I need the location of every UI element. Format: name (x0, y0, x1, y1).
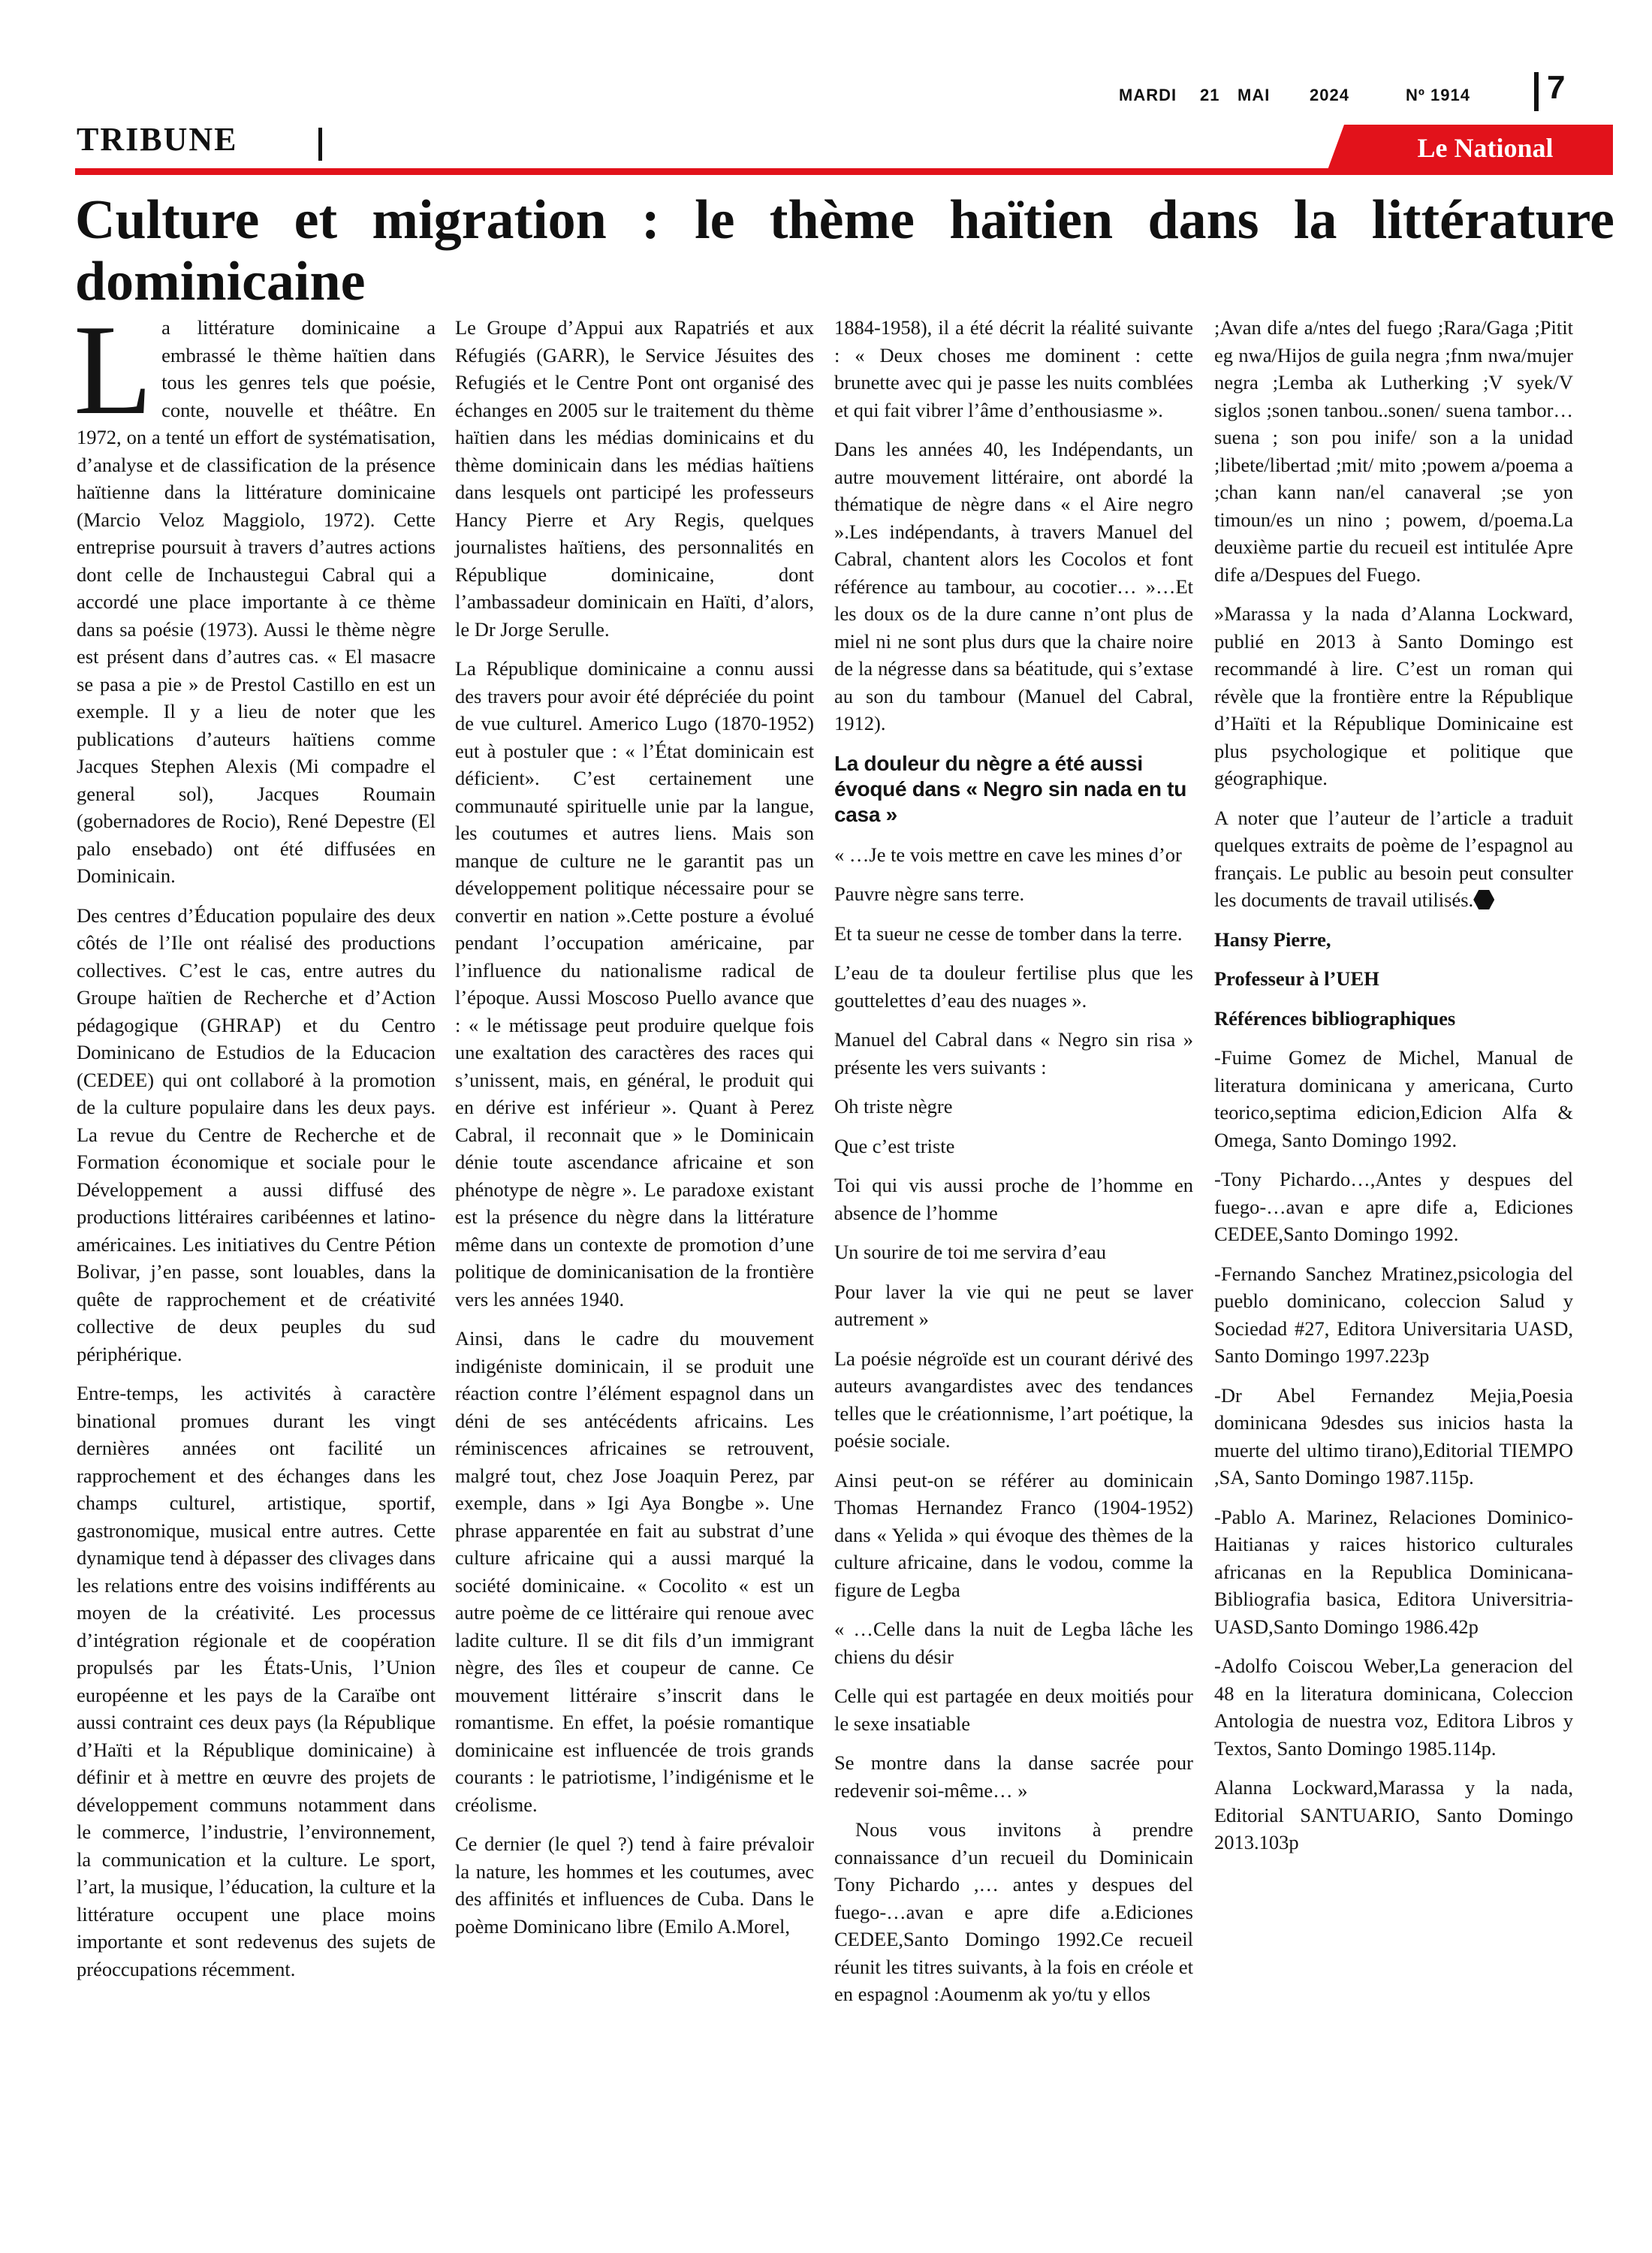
paragraph: La République dominicaine a connu aussi des travers pour avoir été dépréciée du point de vue culturel. Americo Lugo (1870-1952) eut à postuler que : « l’État dominicain est déficient». C’est certainement une communauté spirituelle unie par la langue, les coutumes et autres liens. Mais son manque de culture ne le garantit pas un développement politique nécessaire pour se convertir en nation ».Cette posture a évolué pendant l’occupation américaine, par l’influence du nationalisme radical de l’époque. Aussi Moscoso Puello avance que : « le métissage peut produire quelque fois une exaltation des caractères des races qui s’unissent, mais, en général, le produit qui en dérive est inférieur ». Quant à Perez Cabral, il reconnait que » le Dominicain dénie toute ascendance africaine et son phénotype de nègre ». Le paradoxe existant est la présence du nègre dans la littérature même dans un contexte de promotion d’une politique de dominicanisation de la frontière vers les années 1940. (455, 657, 814, 1310)
issue-day: MARDI (1119, 86, 1177, 104)
reference-item: -Pablo A. Marinez, Relaciones Dominico-Haitianas y raices historico culturales africanas en la Republica Dominicana-Bibliografia basica, Editora Universitria-UASD,Santo Domingo 1986.42p (1214, 1505, 1573, 1638)
issue-date-number: 21 (1200, 86, 1220, 104)
paragraph: Ce dernier (le quel ?) tend à faire prévaloir la nature, les hommes et les coutumes, avec des affinités et influences de Cuba. Dans le poème Dominicano libre (Emilo A.Morel, (455, 1832, 814, 1938)
poem-line: Pauvre nègre sans terre. (834, 882, 1025, 905)
reference-item: Alanna Lockward,Marassa y la nada, Editorial SANTUARIO, Santo Domingo 2013.103p (1214, 1776, 1573, 1853)
poem-line: Toi qui vis aussi proche de l’homme en absence de l’homme (834, 1174, 1193, 1224)
paragraph: Ainsi, dans le cadre du mouvement indigéniste dominicain, il se produit une réaction contre l’élément espagnol dans un déni de ses antécédents africains. Les réminiscences africaines se retrouvent, malgré tout, chez Jose Joaquin Perez, par exemple, dans » Igi Aya Bongbe ». Une phrase apparentée en fait au substrat d’une culture africaine qui a aussi marqué la société dominicaine. « Cocolito « est un autre poème de ce littéraire qui renoue avec ladite culture. Il se dit fils d’un immigrant nègre, des îles et coupeur de canne. Ce mouvement littéraire s’inscrit dans le romantisme. En effet, la poésie romantique dominicaine est influencée de trois grands courants : le patriotisme, l’indigénisme et le créolisme. (455, 1327, 814, 1816)
reference-item: -Tony Pichardo…,Antes y despues del fuego-…avan e apre dife a, Ediciones CEDEE,Santo Domingo 1992. (1214, 1168, 1573, 1245)
paragraph: La poésie négroïde est un courant dérivé des auteurs avangardistes avec des tendances telles que le créationnisme, l’art poétique, la poésie sociale. (834, 1347, 1193, 1452)
poem-line: « …Celle dans la nuit de Legba lâche les chiens du désir (834, 1618, 1193, 1668)
paragraph (74, 299, 436, 890)
header-rule (75, 168, 1613, 175)
paragraph: ;Avan dife a/ntes del fuego ;Rara/Gaga ;Pitit eg nwa/Hijos de guila negra ;fnm nwa/mujer negra ;Lemba ak Lutherking ;V syek/V siglos ;sonen tanbou..sonen/ suena tambor…suena ; son pou inife/ son a la unidad ;libete/libertad ;mit/ mito ;powem a/poema a ;chan kann nan/el canaveral ;se yon timoun/es un nino ; powem, d/poema.La deuxième partie du recueil est intitulée Apre dife a/Despues del Fuego. (1214, 316, 1573, 586)
poem-line: Un sourire de toi me servira d’eau (834, 1241, 1107, 1263)
reference-item: -Fuime Gomez de Michel, Manual de literatura dominicana y americana, Curto teorico,septima edicion,Edicion Alfa & Omega, Santo Domingo 1992. (1214, 1046, 1573, 1151)
section-label: TRIBUNE (77, 121, 238, 158)
paragraph: Des centres d’Éducation populaire des deux côtés de l’Ile ont réalisé des productions collectives. C’est le cas, entre autres du Groupe haïtien de Recherche et d’Action pédagogique (GHRAP) et du Centro Dominicano de Estudios de la Educacion (CEDEE) qui ont collaboré à la promotion de la culture populaire dans les deux pays. La revue du Centre de Recherche et de Formation économique et sociale pour le Développement a aussi diffusé des productions littéraires caribéennes et latino-américaines. Les initiatives du Centre Pétion Bolivar, j’en passe, sont louables, dans la quête de rapprochement et de créativité collective de deux peuples du sud périphérique. (77, 903, 436, 1365)
end-of-article-icon (1473, 890, 1494, 909)
paragraph-text: a littérature dominicaine a embrassé le thème haïtien dans tous les genres tels que poésie, conte, nouvelle et théâtre. En 1972, on a tenté un effort de systématisation, d’analyse et de classification de la présence haïtienne dans la littérature dominicaine (Marcio Veloz Maggiolo, 1972). Cette entreprise poursuit à travers d’autres actions dont celle de Inchaustegui Cabral qui a accordé une place importante à ce thème dans sa poésie (1973). Aussi le thème nègre est présent dans d’autres cas. « El masacre se pasa a pie » de Prestol Castillo en est un exemple. Il y a lieu de noter que les publications d’auteurs haïtiens comme Jacques Stephen Alexis (Mi compadre el general sol), Jacques Roumain (gobernadores de Rocio), René Depestre (El palo ensebado) ont été diffusées en Dominicain. (77, 316, 436, 887)
poem-line: Pour laver la vie qui ne peut se laver autrement » (834, 1280, 1193, 1330)
page-number-divider (1534, 72, 1539, 111)
article-column-2 (455, 314, 814, 1952)
poem-line: Celle qui est partagée en deux moitiés pour le sexe insatiable (834, 1684, 1193, 1735)
newspaper-name: Le National (1417, 133, 1554, 163)
paragraph: 1884-1958), il a été décrit la réalité suivante : « Deux choses me dominent : cette brunette avec qui je passe les nuits comblées et qui fait vibrer l’âme d’enthousiasme ». (834, 316, 1193, 421)
poem-line: Et ta sueur ne cesse de tomber dans la terre. (834, 921, 1183, 945)
paragraph-text: A noter que l’auteur de l’article a traduit quelques extraits de poème de l’espagnol au français. Le public au besoin peut consulter les documents de travail utilisés. (1214, 806, 1573, 911)
poem-line: Que c’est triste (834, 1134, 955, 1157)
paragraph: Entre-temps, les activités à caractère binational promues durant les vingt dernières années ont facilité un rapprochement et des échanges dans les champs culturel, artistique, sportif, gastronomique, musical entre autres. Cette dynamique tend à dépasser des clivages dans les relations entre des voisins indifférents au moyen de la créativité. Les processus d’intégration régionale et de coopération propulsés par les États-Unis, l’Union européenne et les pays de la Caraïbe ont aussi contraint ces deux pays (la République d’Haïti et la République dominicaine) à définir et à mettre en œuvre des projets de développement communs notamment dans le commerce, l’industrie, l’environnement, la communication et la culture. Le sport, l’art, la musique, l’éducation, la culture et la littérature occupent une place moins importante et sont redevenus des sujets de préoccupations récemment. (77, 1382, 436, 1980)
article-column-4 (1214, 314, 1573, 1868)
author-name: Hansy Pierre, (1214, 927, 1331, 951)
poem-line: L’eau de ta douleur fertilise plus que les gouttelettes d’eau des nuages ». (834, 961, 1193, 1012)
drop-cap: L (74, 299, 153, 442)
paragraph: Manuel del Cabral dans « Negro sin risa » présente les vers suivants : (834, 1028, 1193, 1078)
subheading: La douleur du nègre a été aussi évoqué dans « Negro sin nada en tu casa » (834, 751, 1187, 826)
paragraph: Ainsi peut-on se référer au dominicain Thomas Hernandez Franco (1904-1952) dans « Yelida » qui évoque des thèmes de la culture africaine, dans le vodou, comme la figure de Legba (834, 1468, 1193, 1601)
section-divider (318, 128, 322, 161)
issue-number: Nº 1914 (1406, 86, 1470, 104)
reference-item: -Fernando Sanchez Mratinez,psicologia del pueblo dominicano, coleccion Salud y Sociedad #27, Editora Universitaria UASD, Santo Domingo 1997.223p (1214, 1262, 1573, 1367)
issue-year: 2024 (1310, 86, 1349, 104)
poem-line: Oh triste nègre (834, 1095, 953, 1117)
issue-month: MAI (1237, 86, 1271, 104)
paragraph (1214, 804, 1573, 914)
paragraph: »Marassa y la nada d’Alanna Lockward, publié en 2013 à Santo Domingo est recommandé à lire. C’est un roman qui révèle que la frontière entre la République d’Haïti et la République Dominicaine est plus psychologique et politique que géographique. (1214, 602, 1573, 789)
poem-line: Se montre dans la danse sacrée pour redevenir soi-même… » (834, 1751, 1193, 1802)
paragraph: Le Groupe d’Appui aux Rapatriés et aux Réfugiés (GARR), le Service Jésuites des Refugiés et le Centre Pont ont organisé des échanges en 2005 sur le traitement du thème haïtien dans les médias dominicains et du thème dominicain dans les médias haïtiens dans lesquels ont participé les professeurs Hancy Pierre et Ary Regis, quelques journalistes haïtiens, des personnalités en République dominicaine, dont l’ambassadeur dominicain en Haïti, d’alors, le Dr Jorge Serulle. (455, 316, 814, 641)
article-column-1 (74, 299, 436, 1995)
paragraph: Nous vous invitons à prendre connaissance d’un recueil du Dominicain Tony Pichardo ,… antes y despues del fuego-…avan e apre dife a.Ediciones CEDEE,Santo Domingo 1992.Ce recueil réunit les titres suivants, à la fois en créole et en espagnol :Aoumenm ak yo/tu y ellos (834, 1818, 1193, 2005)
issue-header (1119, 78, 1509, 108)
reference-item: -Dr Abel Fernandez Mejia,Poesia dominicana 9desdes sus inicios hasta la muerte del ultimo tirano),Editorial TIEMPO ,SA, Santo Domingo 1987.115p. (1214, 1383, 1573, 1488)
references-heading: Références bibliographiques (1214, 1006, 1456, 1030)
poem-line: « …Je te vois mettre en cave les mines d’or (834, 843, 1182, 866)
paragraph: Dans les années 40, les Indépendants, un autre mouvement littéraire, ont abordé la thématique de nègre dans « el Aire negro ».Les indépendants, à travers Manuel del Cabral, chantent alors les Cocolos et font référence au tambour, au cocotier… »…Et les doux os de la dure canne n’ont plus de miel ni ne sont plus durs que la chaire noire de la négresse dans sa béatitude, qui s’extase au son du tambour (Manuel del Cabral, 1912). (834, 438, 1193, 734)
page-number: 7 (1547, 69, 1566, 106)
reference-item: -Adolfo Coiscou Weber,La generacion del 48 en la literatura dominicana, Coleccion Antologia de nuestra voz, Editora Libros y Textos, Santo Domingo 1985.114p. (1214, 1654, 1573, 1760)
article-title: Culture et migration : le thème haïtien dans la littérature dominicaine (75, 189, 1614, 312)
article-column-3 (834, 314, 1193, 2020)
author-role: Professeur à l’UEH (1214, 967, 1379, 990)
